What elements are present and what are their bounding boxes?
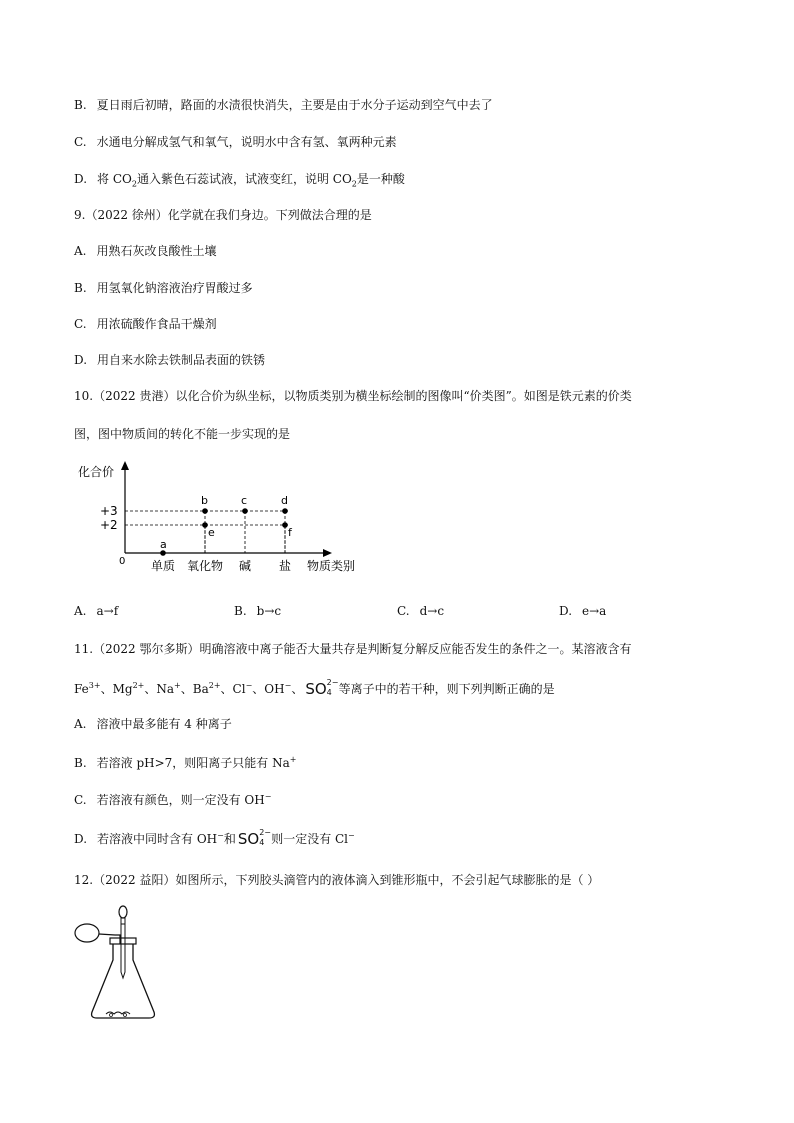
q9-option-c: C. 用浓硫酸作食品干燥剂 [74,317,217,331]
x-category-label: 盐 [278,559,292,573]
y-axis-label: 化合价 [78,465,115,479]
q9-option-b: B. 用氢氧化钠溶液治疗胃酸过多 [74,281,253,295]
point-label-b: b [201,494,208,507]
valence-class-chart [70,458,370,578]
flask-balloon-apparatus [70,902,170,1024]
chart-points [160,508,288,556]
sulfate-ion: SO 2− 4 [305,678,339,698]
q10-stem-line2: 图，图中物质间的转化不能一步实现的是 [74,427,291,441]
point-label-c: c [241,494,248,507]
q11-option-a: A. 溶液中最多能有 4 种离子 [74,717,232,731]
point-label-d: d [281,494,288,507]
x-axis-label: 物质类别 [307,559,356,573]
sulfate-ion: SO 2− 4 [237,828,271,848]
point-c [242,508,248,514]
point-a [160,550,166,556]
point-e [202,522,208,528]
point-label-e: e [208,526,215,539]
q8-option-d: D. 将 $CO_2$通入紫色石蕊试液，试液变红，说明 $CO_2$是一种酸 [74,172,405,189]
q11-option-b: B. 若溶液 pH>7，则阳离子只能有 Na+ [74,755,297,770]
x-category-label: 碱 [238,559,252,573]
chart-axes [121,461,332,557]
q8-option-c: C. 水通电分解成氢气和氧气，说明水中含有氢、氧两种元素 [74,135,397,149]
q8-option-b: B. 夏日雨后初晴，路面的水渍很快消失，主要是由于水分子运动到空气中去了 [74,98,493,112]
origin-label: 0 [119,556,126,567]
point-b [202,508,208,514]
q10-option-c: C. d→c [397,604,445,618]
q10-option-d: D. e→a [559,604,607,618]
point-label-f: f [288,526,292,539]
y-tick-label: +3 [100,504,118,518]
q11-option-d: D. 若溶液中同时含有 OH−和 SO 2− 4 则一定没有 Cl− [74,828,355,848]
q10-stem-line1: 10.（2022 贵港）以化合价为纵坐标，以物质类别为横坐标绘制的图像叫“价类图”。如图是铁元素的价类 [74,389,632,403]
y-tick-label: +2 [100,518,118,532]
q11-stem-line1: 11.（2022 鄂尔多斯）明确溶液中离子能否大量共存是判断复分解反应能否发生的条件之一。某溶液含有 [74,642,632,656]
q10-option-a: A. a→f [74,604,119,618]
x-category-label: 氧化物 [186,559,224,573]
q12-stem: 12.（2022 益阳）如图所示，下列胶头滴管内的液体滴入到锥形瓶中，不会引起气球膨胀的是（ ） [74,873,600,887]
q10-option-b: B. b→c [234,604,282,618]
q11-stem-line2: $Fe^{3+}$、$Mg^{2+}$、Na+、$Ba^{2+}$、Cl−、OH−、 SO 2− 4 等离子中的若干种，则下列判断正确的是 [74,678,555,698]
q11-option-c: C. 若溶液有颜色，则一定没有 OH− [74,792,272,807]
q9-option-d: D. 用自来水除去铁制品表面的铁锈 [74,353,266,367]
point-d [282,508,288,514]
x-category-label: 单质 [150,559,176,573]
chart-text [78,464,355,573]
q9-stem: 9.（2022 徐州）化学就在我们身边。下列做法合理的是 [74,208,372,222]
point-f [282,522,288,528]
point-label-a: a [160,538,167,551]
q9-option-a: A. 用熟石灰改良酸性土壤 [74,244,217,258]
